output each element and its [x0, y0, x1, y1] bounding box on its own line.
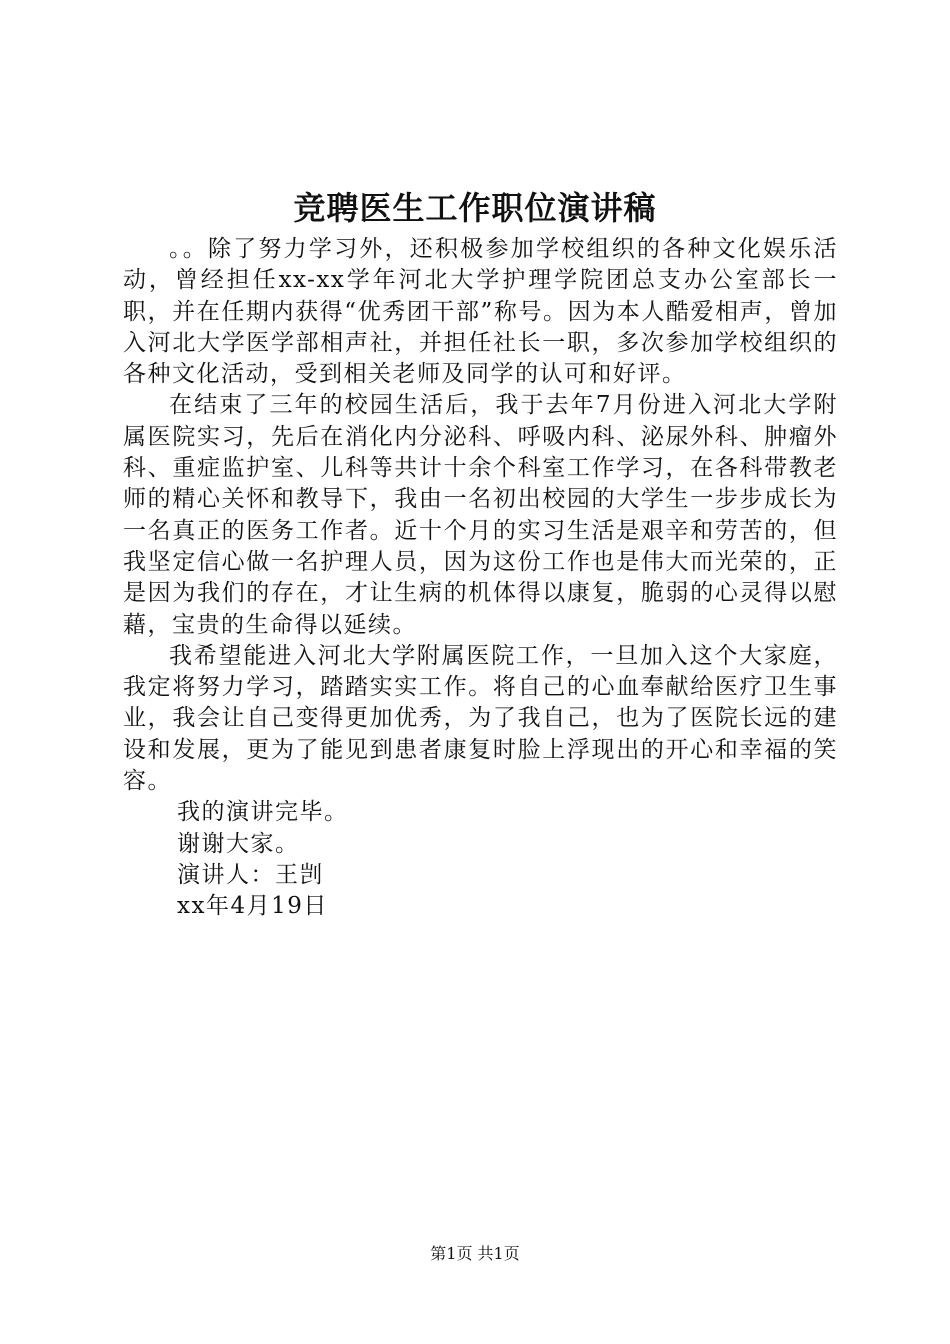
paragraph-activities: 。。除了努力学习外，还积极参加学校组织的各种文化娱乐活动，曾经担任xx-xx学年河北大学护理学院团总支办公室部长一职，并在任期内获得“优秀团干部”称号。因为本人酷爱相声，曾加入河北大学医学部相声社，并担任社长一职，多次参加学校组织的各种文化活动，受到相关老师及同学的认可和好评。: [123, 236, 838, 388]
paragraph-internship: 在结束了三年的校园生活后，我于去年7月份进入河北大学附属医院实习，先后在消化内分泌科、呼吸内科、泌尿外科、肿瘤外科、重症监护室、儿科等共计十余个科室工作学习，在各科带教老师的精心关怀和教导下，我由一名初出校园的大学生一步步成长为一名真正的医务工作者。近十个月的实习生活是艰辛和劳苦的，但我坚定信心做一名护理人员，因为这份工作也是伟大而光荣的，正是因为我们的存在，才让生病的机体得以康复，脆弱的心灵得以慰藉，宝贵的生命得以延续。: [123, 392, 838, 638]
closing-line: 我的演讲完毕。: [177, 799, 349, 826]
document-title: 竞聘医生工作职位演讲稿: [293, 189, 657, 227]
page-footer: 第1页 共1页: [430, 1244, 520, 1263]
paragraph-aspiration: 我希望能进入河北大学附属医院工作，一旦加入这个大家庭，我定将努力学习，踏踏实实工作。将自己的心血奉献给医疗卫生事业，我会让自己变得更加优秀，为了我自己，也为了医院长远的建设和发展，更为了能见到患者康复时脸上浮现出的开心和幸福的笑容。: [123, 642, 838, 795]
thanks-line: 谢谢大家。: [177, 830, 300, 857]
document-body: [123, 234, 838, 923]
date-line: xx年4月19日: [177, 893, 328, 920]
speaker-line: 演讲人：王剀: [177, 861, 325, 888]
